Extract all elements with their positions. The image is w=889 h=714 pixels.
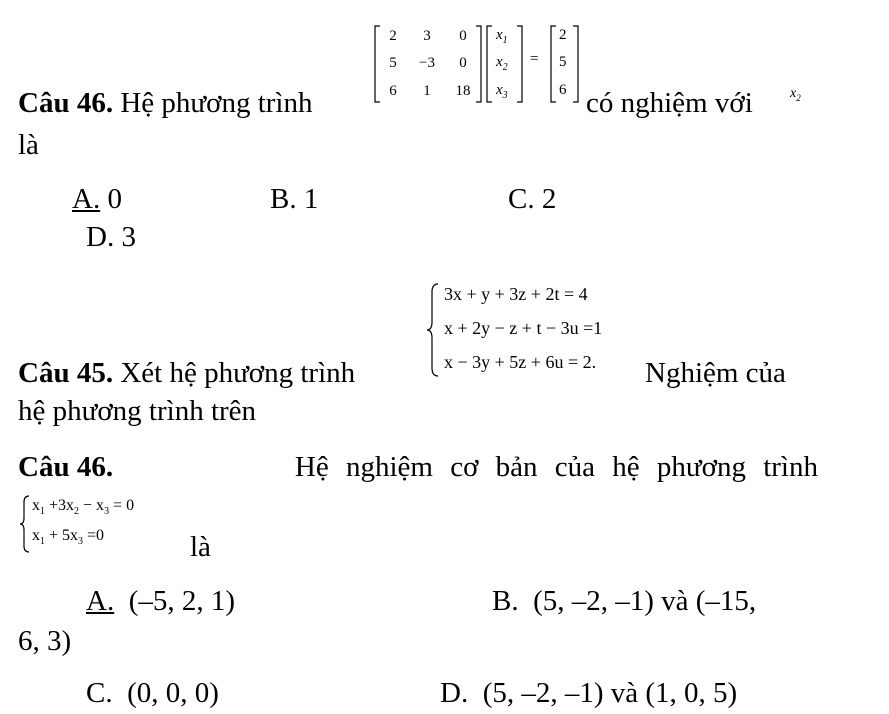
answer-c[interactable]: C. 2 (508, 183, 557, 215)
matrix-cell: 0 (459, 55, 467, 71)
vector-entry: $x_3$ (496, 82, 508, 101)
answer-b[interactable]: B. 1 (270, 183, 319, 215)
answer-d[interactable]: D. (5, –2, –1) và (1, 0, 5) (440, 677, 738, 709)
matrix-cell: 1 (423, 83, 431, 99)
question-46-basis (18, 450, 818, 484)
answer-b-continued: 6, 3) (18, 625, 72, 657)
equals-sign: = (530, 51, 539, 67)
vector-entry: $x_1$ (496, 27, 508, 46)
matrix-cell: 3 (423, 28, 431, 44)
question-45 (18, 356, 355, 390)
question-text-after: Nghiệm của (645, 357, 786, 389)
question-label: Câu 45. (18, 357, 114, 389)
vector-entry: $x_2$ (496, 54, 508, 73)
question-label: Câu 46. (18, 451, 114, 483)
matrix-cell: 2 (389, 28, 397, 44)
question-46-matrix (18, 86, 312, 120)
question-text-line2: hệ phương trình trên (18, 395, 257, 427)
matrix-cell: 5 (389, 55, 397, 71)
question-text-after: có nghiệm với (586, 87, 753, 119)
equation: 3x + y + 3z + 2t = 4 (444, 284, 588, 304)
answer-c[interactable]: C. (0, 0, 0) (86, 677, 219, 709)
answer-d[interactable]: D. 3 (86, 221, 136, 253)
equation: x − 3y + 5z + 6u = 2. (444, 352, 597, 372)
constant-vector (548, 22, 580, 108)
answer-a[interactable]: A. (–5, 2, 1) (86, 585, 236, 617)
matrix-cell: 0 (459, 28, 467, 44)
question-text: Hệ phương trình (120, 87, 313, 119)
system-brace (424, 280, 444, 380)
homogeneous-system (18, 492, 198, 556)
unknown-vector (484, 22, 524, 108)
equation: $x_1 + 5x_3 =0$ (32, 527, 105, 548)
question-text-line2: là (18, 129, 39, 161)
variable-x2: $x_2$ (790, 86, 801, 103)
equation-system (424, 280, 644, 380)
coefficient-matrix (372, 22, 484, 108)
equation: x + 2y − z + t − 3u =1 (444, 318, 603, 338)
answer-b[interactable]: B. (5, –2, –1) và (–15, (492, 585, 757, 617)
vector-entry: 2 (559, 27, 567, 43)
answer-a[interactable]: A. 0 (72, 183, 122, 215)
matrix-cell: 6 (389, 83, 397, 99)
question-tail: là (190, 531, 211, 563)
question-text: Xét hệ phương trình (120, 357, 356, 389)
equation: $x_1 +3x_2 - x_3 = 0$ (32, 497, 135, 518)
vector-entry: 5 (559, 54, 567, 70)
matrix-cell: −3 (419, 55, 435, 71)
system-brace (18, 492, 32, 556)
question-text: Hệ nghiệm cơ bản của hệ phương trình (294, 451, 818, 483)
question-label: Câu 46. (18, 87, 114, 119)
vector-entry: 6 (559, 82, 567, 98)
matrix-cell: 18 (455, 83, 471, 99)
